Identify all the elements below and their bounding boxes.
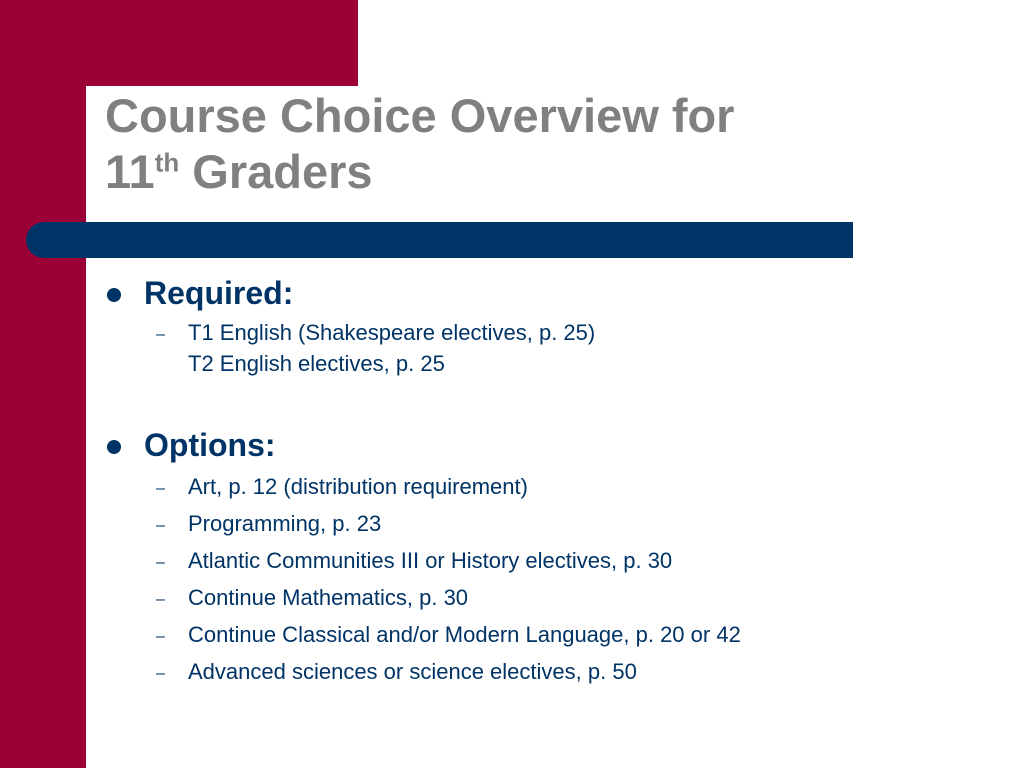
list-item: Advanced sciences or science electives, p. 50: [188, 659, 637, 684]
dash-icon: –: [156, 517, 165, 534]
list-item: T2 English electives, p. 25: [188, 351, 445, 376]
list-item: Atlantic Communities III or History electives, p. 30: [188, 548, 673, 573]
title-grade-suffix: th: [154, 147, 180, 178]
dash-icon: –: [156, 326, 165, 343]
section-heading-options: Options:: [144, 427, 276, 463]
title-line-2-rest: Graders: [179, 145, 373, 198]
dash-icon: –: [156, 665, 165, 682]
list-item: Continue Mathematics, p. 30: [188, 585, 469, 610]
section-heading-required: Required:: [144, 275, 294, 311]
list-item: Art, p. 12 (distribution requirement): [188, 474, 528, 499]
bullet-dot-icon: [107, 288, 121, 302]
title-line-1: Course Choice Overview for: [105, 89, 735, 142]
list-item: Continue Classical and/or Modern Language, p. 20 or 42: [188, 622, 741, 647]
dash-icon: –: [156, 554, 165, 571]
bullet-dot-icon: [107, 440, 121, 454]
list-item: Programming, p. 23: [188, 511, 382, 536]
dash-icon: –: [156, 628, 165, 645]
title-grade-number: 11: [105, 145, 155, 198]
dash-icon: –: [156, 591, 165, 608]
dash-icon: –: [156, 480, 165, 497]
list-item: T1 English (Shakespeare electives, p. 25): [188, 320, 596, 345]
